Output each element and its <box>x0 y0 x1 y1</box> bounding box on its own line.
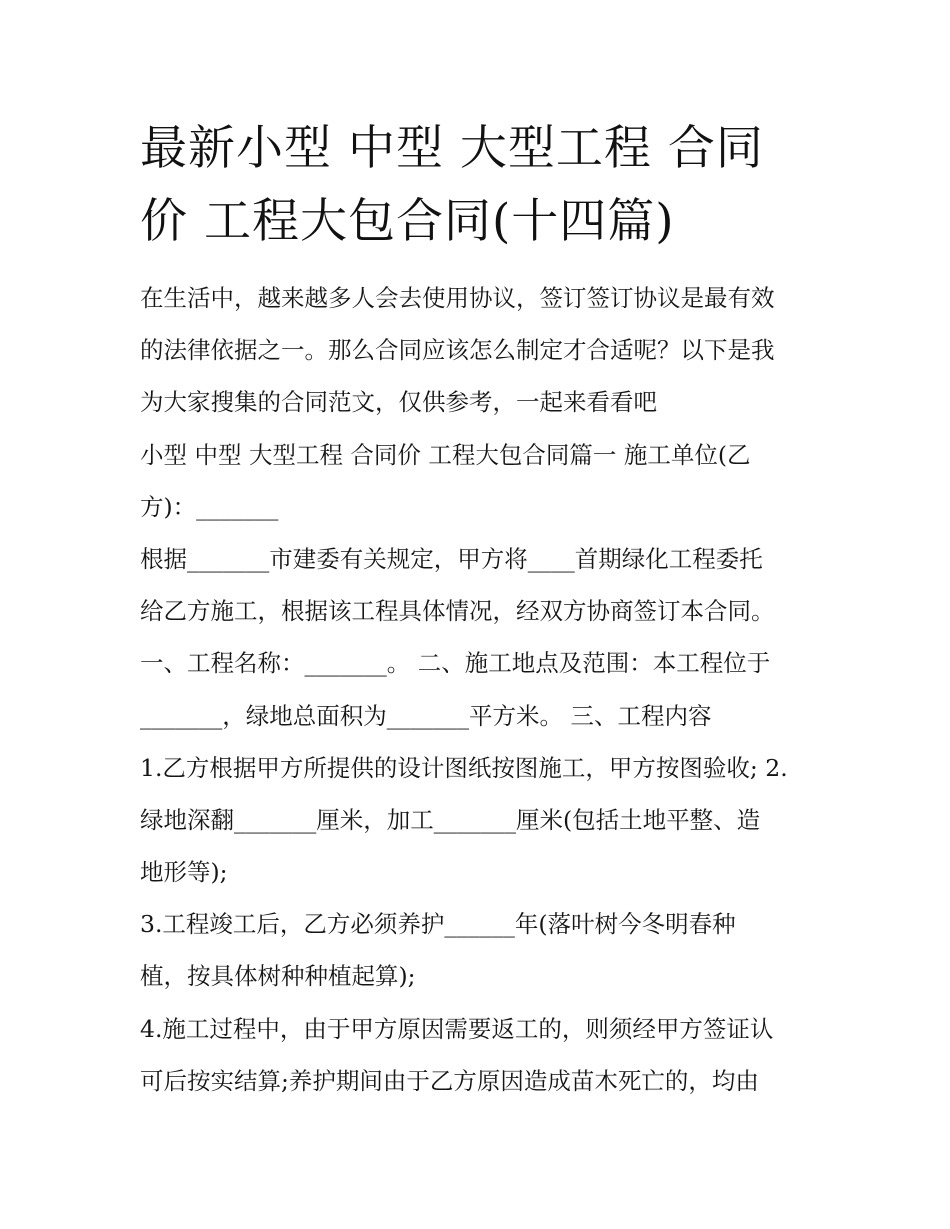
body-line: 植，按具体树种种植起算); <box>140 962 416 991</box>
body-line: 一、工程名称：_______。 二、施工地点及范围：本工程位于 <box>140 649 771 678</box>
body-line: 地形等); <box>140 858 228 887</box>
body-line: 4.施工过程中，由于甲方原因需要返工的，则须经甲方签证认 <box>140 1014 774 1043</box>
title-line-1: 最新小型 中型 大型工程 合同 <box>140 121 764 176</box>
body-line: 1.乙方根据甲方所提供的设计图纸按图施工，甲方按图验收; 2. <box>140 753 788 782</box>
body-line: 绿地深翻_______厘米，加工_______厘米(包括土地平整、造 <box>140 805 761 834</box>
body-line: 为大家搜集的合同范文，仅供参考，一起来看看吧 <box>140 388 657 417</box>
body-line: 给乙方施工，根据该工程具体情况，经双方协商签订本合同。 <box>140 597 775 626</box>
body-line: 根据_______市建委有关规定，甲方将____首期绿化工程委托 <box>140 544 763 573</box>
title-line-2: 价 工程大包合同(十四篇) <box>140 194 675 249</box>
body-line: 的法律依据之一。那么合同应该怎么制定才合适呢？以下是我 <box>140 336 775 365</box>
body-line: 小型 中型 大型工程 合同价 工程大包合同篇一 施工单位(乙 <box>140 440 751 469</box>
body-line: 3.工程竣工后，乙方必须养护______年(落叶树今冬明春种 <box>140 910 736 939</box>
body-line: 可后按实结算;养护期间由于乙方原因造成苗木死亡的，均由 <box>140 1066 759 1095</box>
body-line: 在生活中，越来越多人会去使用协议，签订签订协议是最有效 <box>140 284 775 312</box>
body-line: _______，绿地总面积为_______平方米。 三、工程内容 <box>140 701 712 730</box>
document-title <box>140 112 840 258</box>
body-line: 方)：_______ <box>140 492 279 521</box>
document-body <box>140 272 840 1107</box>
